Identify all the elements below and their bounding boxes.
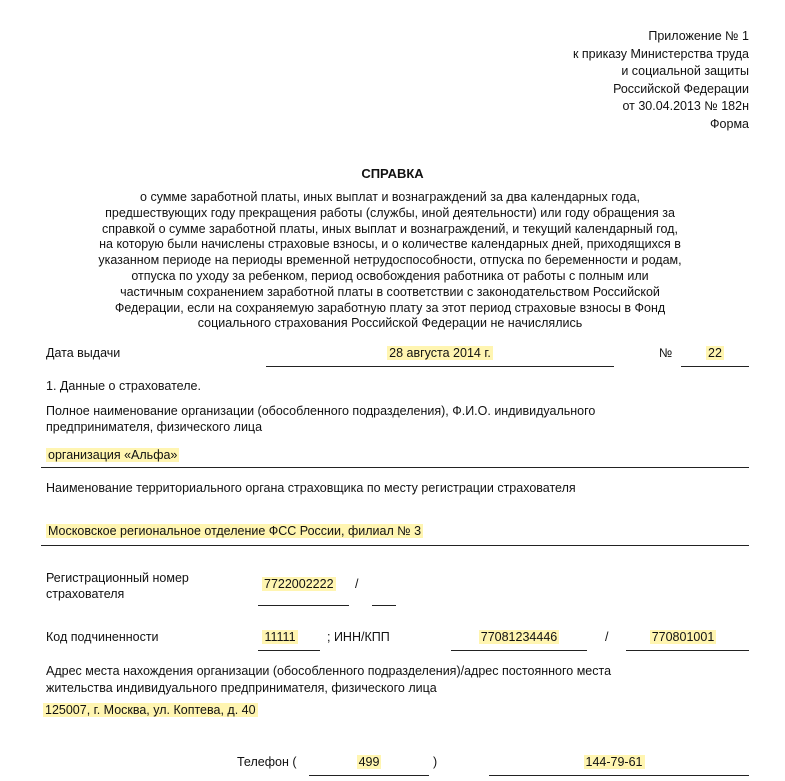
issue-number-value: 22 bbox=[708, 346, 722, 360]
reg-number-field[interactable] bbox=[262, 577, 336, 591]
appendix-header bbox=[573, 28, 749, 116]
subtitle-line: справкой о сумме заработной платы, иных выплат и вознаграждений, и текущий календарный год, bbox=[102, 221, 678, 236]
form-label: Форма bbox=[710, 117, 749, 131]
document-subtitle bbox=[40, 190, 740, 332]
issue-number-underline bbox=[681, 366, 749, 367]
reg-number-label-line: Регистрационный номер bbox=[46, 571, 189, 585]
subordination-underline bbox=[258, 650, 320, 651]
inn-kpp-label: ; ИНН/КПП bbox=[327, 630, 390, 644]
section-1-heading: 1. Данные о страхователе. bbox=[46, 379, 201, 393]
subtitle-line: отпуска по уходу за ребенком, период освобождения работника от работы с полным или bbox=[131, 268, 649, 283]
kpp-slash: / bbox=[605, 630, 609, 644]
appendix-line-4: Российской Федерации bbox=[613, 81, 749, 96]
subordination-field[interactable] bbox=[258, 630, 302, 644]
insurer-value: Московское региональное отделение ФСС России, филиал № 3 bbox=[48, 524, 422, 538]
phone-number-value: 144-79-61 bbox=[585, 755, 643, 769]
appendix-line-3: и социальной защиты bbox=[621, 64, 749, 78]
phone-close-paren: ) bbox=[433, 755, 438, 769]
subtitle-line: социального страхования Российской Федерации не начислялись bbox=[197, 316, 583, 331]
insurer-underline bbox=[41, 545, 749, 546]
kpp-field[interactable] bbox=[626, 630, 740, 644]
address-label bbox=[46, 663, 611, 697]
inn-value: 77081234446 bbox=[480, 630, 558, 644]
subtitle-line: частичным сохранением заработной платы в соответствии с законодательством Российской bbox=[120, 284, 660, 299]
address-label-line: жительства индивидуального предпринимателя, физического лица bbox=[46, 681, 437, 695]
address-label-line: Адрес места нахождения организации (обособленного подразделения)/адрес постоянного места bbox=[46, 664, 612, 678]
org-name-label-line: предпринимателя, физического лица bbox=[46, 420, 263, 434]
subtitle-line: указанном периоде на периоды временной нетрудоспособности, отпуска по беременности и родам, bbox=[98, 253, 682, 268]
issue-date-value: 28 августа 2014 г. bbox=[389, 346, 491, 360]
reg-number-label-line: страхователя bbox=[46, 587, 125, 601]
issue-number-field[interactable] bbox=[681, 346, 749, 360]
org-name-label bbox=[46, 403, 595, 435]
appendix-line-1: Приложение № 1 bbox=[648, 29, 749, 43]
reg-number-slash: / bbox=[355, 577, 359, 591]
org-name-field[interactable] bbox=[46, 448, 179, 462]
appendix-line-2: к приказу Министерства труда bbox=[572, 46, 749, 61]
issue-date-field[interactable] bbox=[266, 346, 614, 360]
appendix-line-5: от 30.04.2013 № 182н bbox=[622, 99, 749, 113]
inn-field[interactable] bbox=[451, 630, 587, 644]
subordination-value: 11111 bbox=[264, 630, 296, 644]
insurer-label: Наименование территориального органа страховщика по месту регистрации страхователя bbox=[46, 481, 576, 495]
phone-label: Телефон ( bbox=[237, 755, 297, 769]
org-name-label-line: Полное наименование организации (обособленного подразделения), Ф.И.О. индивидуального bbox=[46, 404, 596, 418]
insurer-field[interactable] bbox=[46, 524, 423, 538]
issue-date-label: Дата выдачи bbox=[46, 346, 121, 360]
kpp-value: 770801001 bbox=[651, 630, 715, 644]
phone-code-field[interactable] bbox=[309, 755, 429, 769]
reg-number-suffix-underline bbox=[372, 605, 396, 606]
phone-code-value: 499 bbox=[358, 755, 380, 769]
subtitle-line: Федерации, если на сохраняемую заработную плату за этот период страховые взносы в Фонд bbox=[114, 300, 666, 315]
subtitle-line: о сумме заработной платы, иных выплат и вознаграждений за два календарных года, bbox=[140, 190, 640, 204]
document-title: СПРАВКА bbox=[361, 166, 424, 181]
phone-number-underline bbox=[489, 775, 749, 776]
phone-code-underline bbox=[309, 775, 429, 776]
reg-number-value: 7722002222 bbox=[264, 577, 334, 591]
kpp-underline bbox=[626, 650, 749, 651]
reg-number-label bbox=[46, 570, 189, 602]
subtitle-line: на которую были начислены страховые взносы, и о количестве календарных дней, приходящихся в bbox=[99, 237, 681, 252]
org-name-value: организация «Альфа» bbox=[48, 448, 178, 462]
org-name-underline bbox=[41, 467, 749, 468]
reg-number-underline bbox=[258, 605, 349, 606]
phone-number-field[interactable] bbox=[489, 755, 739, 769]
inn-underline bbox=[451, 650, 587, 651]
subordination-label: Код подчиненности bbox=[46, 630, 159, 644]
address-field[interactable] bbox=[43, 703, 258, 717]
address-value: 125007, г. Москва, ул. Коптева, д. 40 bbox=[45, 703, 256, 717]
issue-number-label: № bbox=[659, 346, 673, 360]
issue-date-underline bbox=[266, 366, 614, 367]
subtitle-line: предшествующих году прекращения работы (службы, иной деятельности) или году обращения за bbox=[105, 205, 675, 220]
